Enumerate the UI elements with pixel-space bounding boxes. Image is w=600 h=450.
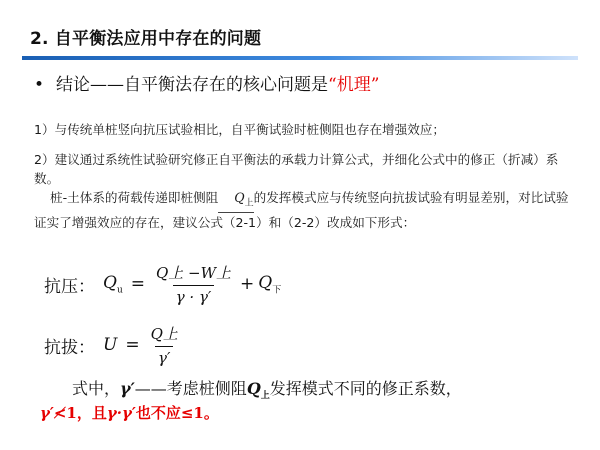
q-upper-inline: [246, 379, 270, 402]
fraction-denominator: γ · γ′: [173, 285, 215, 306]
point-2: 2）建议通过系统性试验研究修正自平衡法的承载力计算公式，并细化公式中的修正（折减）系数。: [34, 152, 559, 186]
explain-prefix: 式中，: [72, 379, 121, 398]
gamma-prime-symbol: γ′: [120, 379, 135, 398]
bullet-marker: •: [34, 75, 45, 95]
q-subscript: 上: [244, 198, 254, 209]
paragraph-text-after: 的发挥模式应与传统竖向抗拔试验有明显差别，对比试验证实了增强效应的存在，建议公式（2-1）和（2-2）改成如下形式：: [34, 190, 569, 230]
qu-symbol: [103, 273, 123, 295]
q-inline-subscript: 上: [260, 391, 270, 402]
explain-middle: ——考虑桩侧阻: [134, 379, 247, 398]
conclusion-text: 结论——自平衡法存在的核心问题是: [56, 75, 328, 95]
point-1: 1）与传统单桩竖向抗压试验相比，自平衡试验时桩侧阻也存在增强效应；: [34, 122, 446, 137]
equals-sign: =: [125, 335, 140, 355]
q-lower-symbol: [258, 273, 281, 295]
compression-fraction: [153, 262, 234, 306]
qu-subscript: u: [116, 285, 123, 296]
paragraph-text-before: 桩-土体系的荷载传递即桩侧阻: [50, 190, 219, 205]
u-symbol: U: [103, 335, 118, 355]
uplift-label: 抗拔：: [44, 337, 95, 358]
fraction-denominator: γ′: [155, 346, 173, 367]
uplift-formula: [44, 323, 181, 367]
cond-text-1: ≮1，且: [53, 404, 107, 422]
uplift-fraction: [148, 323, 181, 367]
cond-gamma-prime: γ′: [40, 404, 54, 422]
coefficient-condition: [40, 402, 219, 423]
compression-formula: [44, 262, 281, 306]
cond-gamma-product: γ·γ′: [106, 404, 136, 422]
q-lower-subscript: 下: [272, 285, 282, 296]
conclusion-highlight: “机理”: [328, 75, 380, 95]
fraction-numerator: Q上 −W上: [155, 264, 232, 282]
slide-title: 2. 自平衡法应用中存在的问题: [30, 29, 262, 49]
conclusion-bullet: [34, 70, 580, 95]
equals-sign: =: [130, 274, 145, 294]
compression-label: 抗压：: [44, 276, 95, 297]
title-underline-bar: [22, 56, 578, 60]
q-letter: Q: [234, 190, 245, 205]
cond-text-2: 也不应≤1。: [135, 404, 219, 422]
coefficient-explanation: [72, 376, 588, 401]
fraction-numerator: Q上: [150, 325, 178, 343]
qu-letter: Q: [103, 272, 117, 293]
explain-suffix: 发挥模式不同的修正系数，: [269, 379, 462, 398]
q-inline-letter: Q: [246, 379, 261, 398]
plus-sign: +: [240, 274, 255, 294]
q-upper-symbol: [218, 190, 253, 213]
load-transfer-paragraph: [34, 188, 578, 232]
q-lower-letter: Q: [258, 272, 273, 293]
